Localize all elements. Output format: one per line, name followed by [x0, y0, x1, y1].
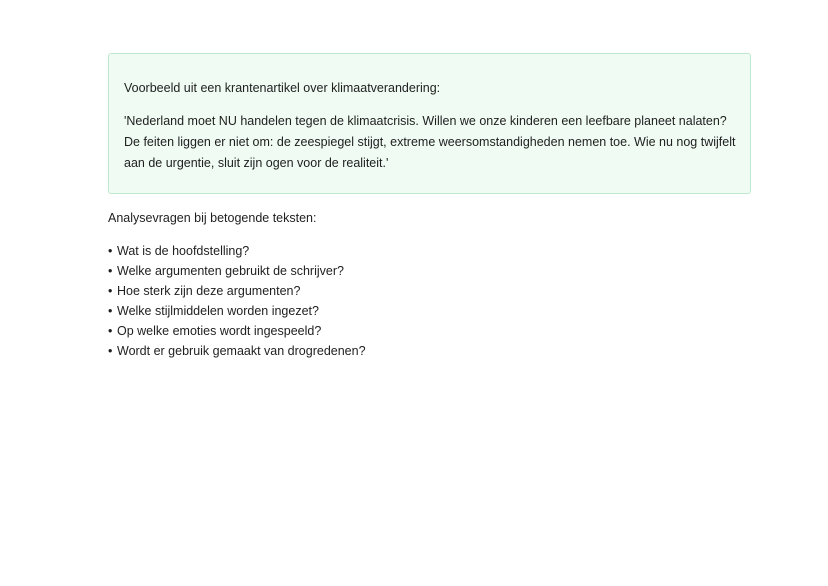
- example-intro: Voorbeeld uit een krantenartikel over klimaatverandering:: [124, 81, 441, 95]
- question-text: Wat is de hoofdstelling?: [117, 244, 250, 258]
- bullet-icon: •: [108, 324, 113, 338]
- question-list: [108, 241, 751, 361]
- list-item: [108, 341, 751, 361]
- document-content: [108, 53, 751, 361]
- bullet-icon: •: [108, 244, 113, 258]
- list-item: [108, 281, 751, 301]
- question-text: Welke argumenten gebruikt de schrijver?: [117, 264, 344, 278]
- question-text: Hoe sterk zijn deze argumenten?: [117, 284, 301, 298]
- analysis-heading: Analysevragen bij betogende teksten:: [108, 211, 317, 225]
- example-quote: 'Nederland moet NU handelen tegen de klimaatcrisis. Willen we onze kinderen een leefbare planeet nalaten? De feiten liggen er niet om: de zeespiegel stijgt, extreme weersomstandigheden nemen toe. Wie nu nog twijfelt aan de urgentie, sluit zijn ogen voor de realiteit.': [124, 114, 736, 170]
- question-text: Op welke emoties wordt ingespeeld?: [117, 324, 322, 338]
- list-item: [108, 261, 751, 281]
- bullet-icon: •: [108, 264, 113, 278]
- question-text: Welke stijlmiddelen worden ingezet?: [117, 304, 319, 318]
- list-item: [108, 241, 751, 261]
- bullet-icon: •: [108, 344, 113, 358]
- list-item: [108, 301, 751, 321]
- bullet-icon: •: [108, 304, 113, 318]
- list-item: [108, 321, 751, 341]
- question-text: Wordt er gebruik gemaakt van drogredenen?: [117, 344, 366, 358]
- example-box: [108, 53, 751, 194]
- bullet-icon: •: [108, 284, 113, 298]
